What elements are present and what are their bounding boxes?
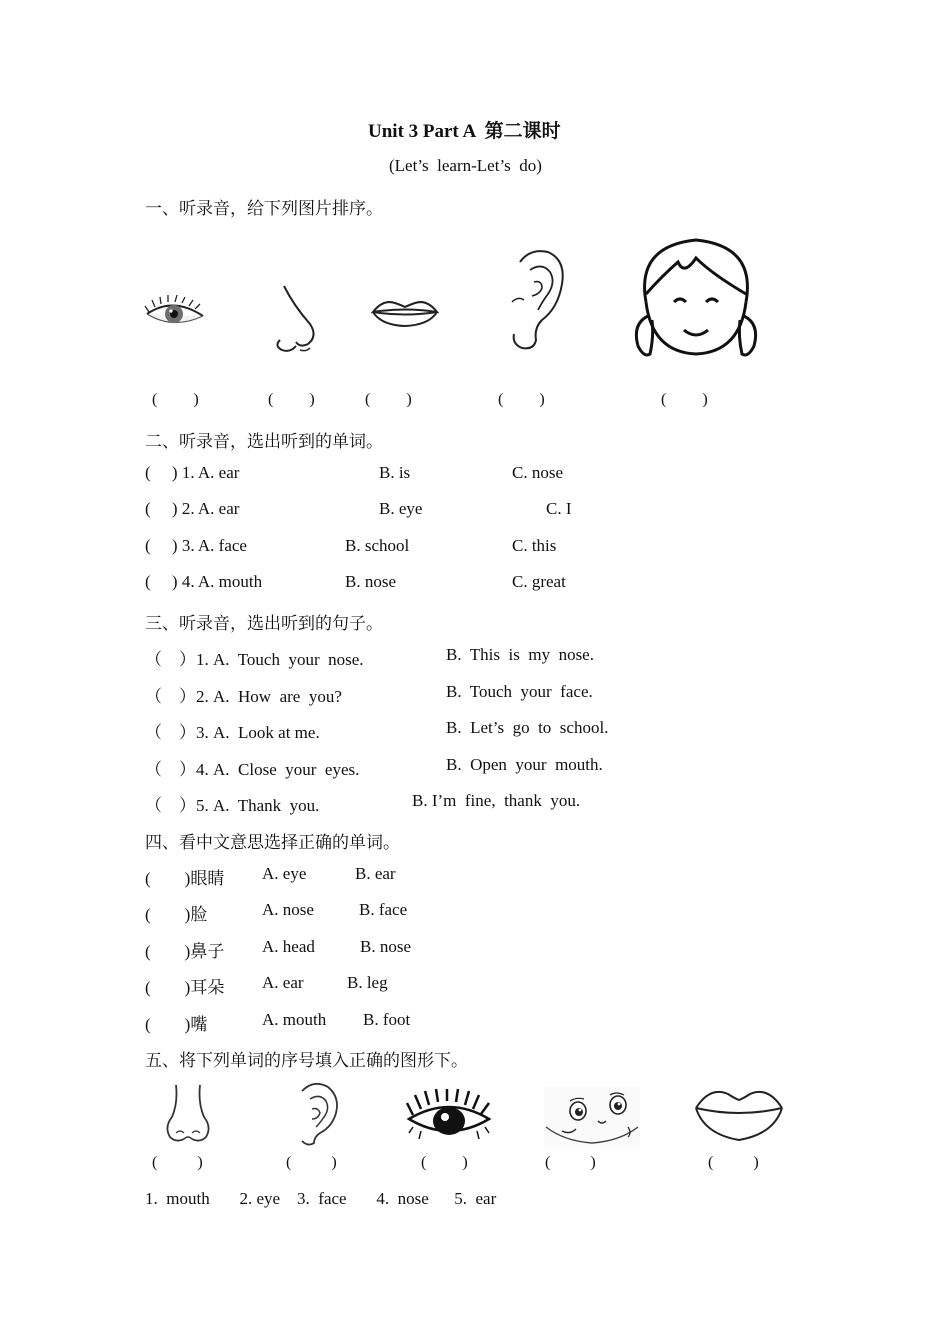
s4-q1-option-b: B. ear	[355, 864, 396, 883]
ear-sketch-icon	[292, 1081, 342, 1147]
eye-sketch-icon	[405, 1089, 493, 1147]
s4-q2-option-b: B. face	[359, 900, 408, 919]
section5-blank[interactable]: ( )	[708, 1154, 759, 1171]
section1-blank[interactable]: ( )	[365, 391, 412, 408]
page-title: Unit 3 Part A 第二课时	[368, 121, 561, 142]
nose-sketch-icon	[160, 1083, 216, 1147]
page-subtitle: (Let’s learn-Let’s do)	[389, 156, 542, 175]
s2-q3-stem: ( ) 3. A. face	[145, 536, 247, 555]
section5-heading: 五、将下列单词的序号填入正确的图形下。	[145, 1051, 468, 1070]
section5-blank[interactable]: ( )	[545, 1154, 596, 1171]
lips-sketch-icon	[694, 1084, 784, 1144]
ear-icon	[508, 248, 568, 352]
section3-heading: 三、听录音，选出听到的句子。	[145, 614, 383, 633]
s2-q1-option-b: B. is	[379, 463, 411, 482]
s4-q2-prompt: ( )脸	[145, 905, 208, 924]
s3-q3-option-a: （ ）3. A. Look at me.	[145, 723, 320, 742]
section1-heading: 一、听录音，给下列图片排序。	[145, 199, 383, 218]
face-icon	[632, 236, 762, 360]
section5-word-list: 1. mouth 2. eye 3. face 4. nose 5. ear	[145, 1189, 497, 1208]
s3-q1-option-b: B. This is my nose.	[446, 645, 594, 664]
section1-blank[interactable]: ( )	[152, 391, 199, 408]
section2-heading: 二、听录音，选出听到的单词。	[145, 432, 383, 451]
s4-q3-option-a: A. head	[262, 937, 315, 956]
s2-q3-option-c: C. this	[512, 536, 557, 555]
s4-q2-option-a: A. nose	[262, 900, 314, 919]
s4-q4-prompt: ( )耳朵	[145, 978, 225, 997]
s4-q5-prompt: ( )嘴	[145, 1015, 208, 1034]
s2-q1-stem: ( ) 1. A. ear	[145, 463, 240, 482]
s4-q3-option-b: B. nose	[360, 937, 411, 956]
s4-q4-option-b: B. leg	[347, 973, 388, 992]
s3-q2-option-a: （ ）2. A. How are you?	[145, 687, 342, 706]
eye-icon	[143, 292, 207, 332]
s3-q1-option-a: （ ）1. A. Touch your nose.	[145, 650, 364, 669]
s3-q5-option-a: （ ）5. A. Thank you.	[145, 796, 320, 815]
section1-blank[interactable]: ( )	[268, 391, 315, 408]
s4-q4-option-a: A. ear	[262, 973, 304, 992]
s3-q5-option-b: B. I’m fine, thank you.	[412, 791, 581, 810]
s4-q1-option-a: A. eye	[262, 864, 307, 883]
s4-q3-prompt: ( )鼻子	[145, 942, 225, 961]
s2-q4-option-c: C. great	[512, 572, 566, 591]
section5-blank[interactable]: ( )	[286, 1154, 337, 1171]
s3-q4-option-b: B. Open your mouth.	[446, 755, 603, 774]
cartoon-face-icon	[544, 1087, 640, 1147]
s3-q2-option-b: B. Touch your face.	[446, 682, 593, 701]
s2-q4-stem: ( ) 4. A. mouth	[145, 572, 263, 591]
section5-blank[interactable]: ( )	[421, 1154, 468, 1171]
s3-q3-option-b: B. Let’s go to school.	[446, 718, 609, 737]
mouth-icon	[371, 295, 439, 329]
s2-q1-option-c: C. nose	[512, 463, 563, 482]
s2-q3-option-b: B. school	[345, 536, 410, 555]
s4-q5-option-a: A. mouth	[262, 1010, 327, 1029]
section1-blank[interactable]: ( )	[661, 391, 708, 408]
s2-q4-option-b: B. nose	[345, 572, 396, 591]
nose-icon	[270, 284, 320, 356]
section4-heading: 四、看中文意思选择正确的单词。	[145, 833, 400, 852]
s4-q1-prompt: ( )眼睛	[145, 869, 225, 888]
section1-blank[interactable]: ( )	[498, 391, 545, 408]
s3-q4-option-a: （ ）4. A. Close your eyes.	[145, 760, 360, 779]
s2-q2-option-b: B. eye	[379, 499, 423, 518]
section5-blank[interactable]: ( )	[152, 1154, 203, 1171]
s4-q5-option-b: B. foot	[363, 1010, 411, 1029]
s2-q2-option-c: C. I	[546, 499, 572, 518]
s2-q2-stem: ( ) 2. A. ear	[145, 499, 240, 518]
